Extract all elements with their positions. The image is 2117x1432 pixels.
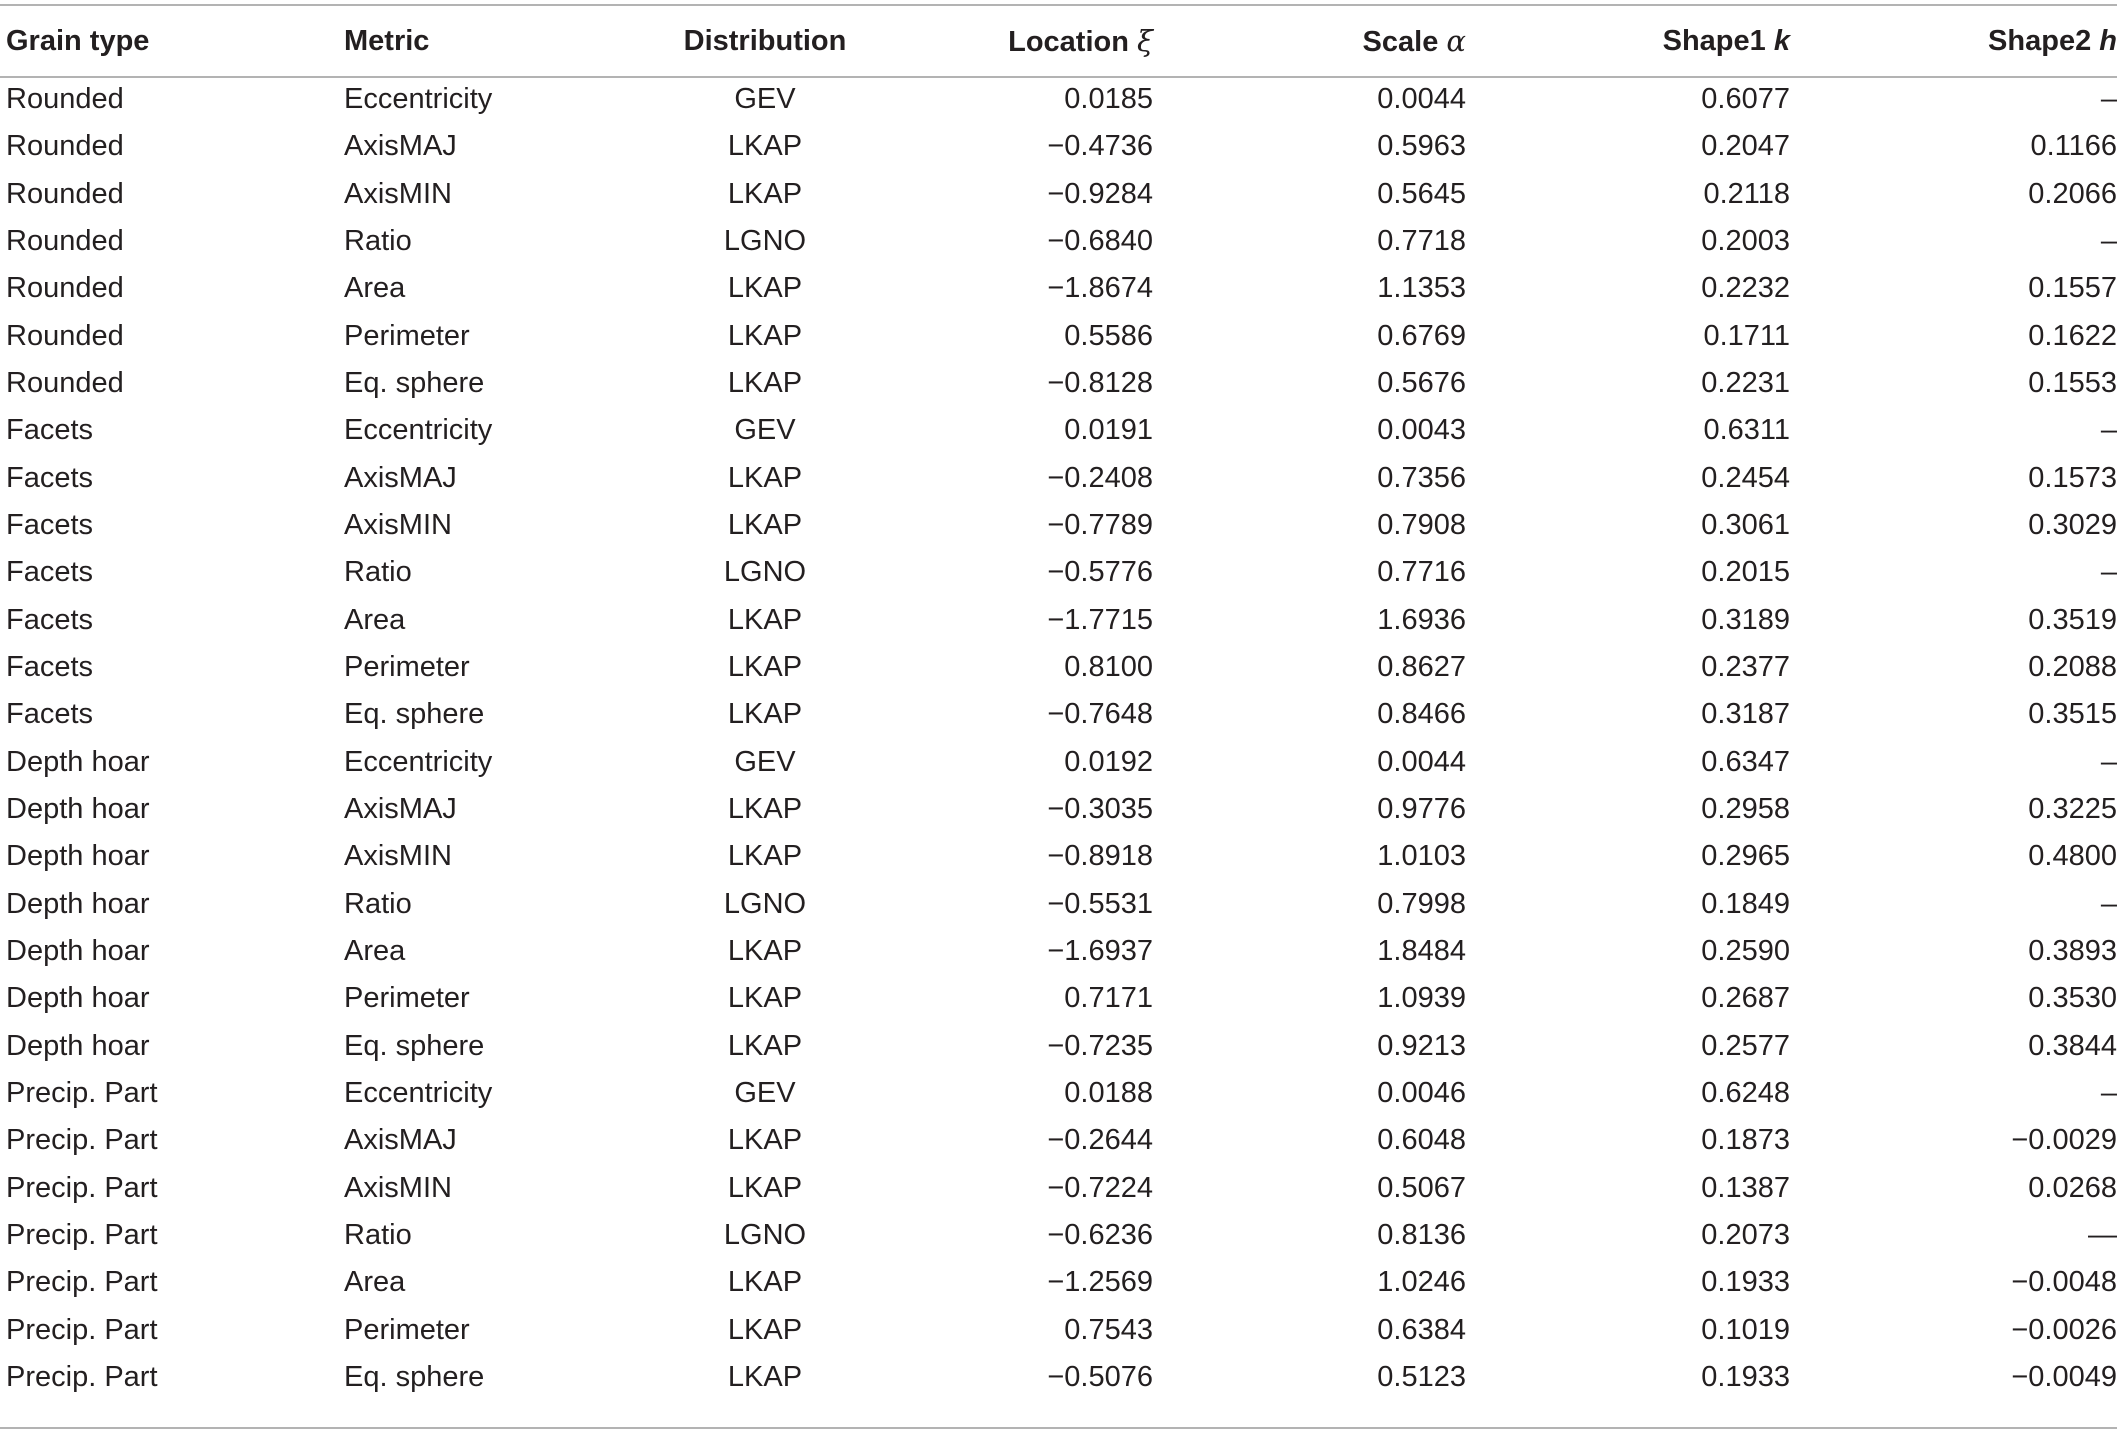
- cell-distribution: LKAP: [727, 367, 803, 400]
- cell-shape1: 0.1873: [1701, 1124, 1790, 1157]
- cell-grain-type: Facets: [6, 698, 94, 731]
- cell-distribution: LKAP: [727, 1029, 803, 1062]
- cell-grain-type: Precip. Part: [6, 1124, 158, 1157]
- cell-metric: Area: [344, 272, 406, 305]
- header-shape1: [1466, 6, 1790, 76]
- cell-grain-type: Depth hoar: [6, 793, 150, 826]
- cell-scale: 0.7908: [1377, 509, 1466, 542]
- cell-shape1: 0.2687: [1701, 982, 1790, 1015]
- cell-scale: 1.6936: [1377, 603, 1466, 636]
- cell-location: −0.5776: [1047, 556, 1153, 589]
- cell-shape1: 0.2118: [1703, 177, 1790, 210]
- cell-scale: 0.7716: [1377, 556, 1466, 589]
- cell-distribution: LKAP: [727, 1124, 803, 1157]
- cell-shape1: 0.6077: [1701, 83, 1790, 116]
- cell-metric: Perimeter: [344, 1313, 470, 1346]
- cell-grain-type: Rounded: [6, 367, 124, 400]
- cell-grain-type: Depth hoar: [6, 887, 150, 920]
- cell-shape2: 0.3530: [2028, 982, 2117, 1015]
- cell-shape1: 0.1387: [1701, 1171, 1790, 1204]
- cell-location: −0.7789: [1047, 509, 1153, 542]
- cell-metric: Area: [344, 1266, 406, 1299]
- header-location-symbol: ξ: [1137, 23, 1153, 58]
- cell-shape1: 0.6347: [1701, 745, 1790, 778]
- cell-shape2: −0.0048: [2011, 1266, 2117, 1299]
- cell-shape1: 0.3189: [1701, 603, 1790, 636]
- table-row: [0, 786, 2117, 833]
- cell-shape1: 0.2231: [1701, 367, 1790, 400]
- distribution-parameters-table: [0, 6, 2117, 1401]
- cell-scale: 0.0044: [1377, 745, 1466, 778]
- cell-distribution: LKAP: [727, 1171, 803, 1204]
- cell-location: −0.4736: [1047, 130, 1153, 163]
- cell-grain-type: Rounded: [6, 130, 124, 163]
- cell-scale: 0.8627: [1377, 651, 1466, 684]
- cell-grain-type: Facets: [6, 651, 94, 684]
- cell-metric: Area: [344, 935, 406, 968]
- cell-distribution: LKAP: [727, 935, 803, 968]
- cell-grain-type: Rounded: [6, 319, 124, 352]
- table-row: [0, 171, 2117, 218]
- table-row: [0, 455, 2117, 502]
- cell-shape1: 0.6311: [1703, 414, 1790, 447]
- table-row: [0, 1070, 2117, 1117]
- cell-scale: 0.6048: [1377, 1124, 1466, 1157]
- header-scale: [1153, 6, 1466, 76]
- cell-scale: 0.6769: [1377, 319, 1466, 352]
- cell-location: −0.7648: [1047, 698, 1153, 731]
- cell-scale: 0.5676: [1377, 367, 1466, 400]
- header-scale-label: Scale: [1362, 25, 1439, 58]
- cell-grain-type: Rounded: [6, 225, 124, 258]
- cell-shape2: –: [2100, 556, 2117, 589]
- table-row: [0, 1212, 2117, 1259]
- cell-shape2: 0.1622: [2028, 319, 2117, 352]
- cell-shape2: 0.1553: [2028, 367, 2117, 400]
- cell-shape2: –: [2100, 745, 2117, 778]
- table-row: [0, 739, 2117, 786]
- cell-grain-type: Precip. Part: [6, 1077, 158, 1110]
- cell-scale: 0.7998: [1377, 887, 1466, 920]
- table-row: [0, 1307, 2117, 1354]
- cell-scale: 0.7718: [1377, 225, 1466, 258]
- cell-grain-type: Facets: [6, 461, 94, 494]
- cell-metric: AxisMIN: [344, 177, 452, 210]
- cell-scale: 0.6384: [1377, 1313, 1466, 1346]
- cell-distribution: LGNO: [723, 556, 807, 589]
- cell-shape1: 0.1019: [1701, 1313, 1790, 1346]
- cell-distribution: GEV: [734, 414, 796, 447]
- cell-metric: Eq. sphere: [344, 1361, 485, 1394]
- cell-distribution: LKAP: [727, 1361, 803, 1394]
- cell-shape1: 0.2015: [1701, 556, 1790, 589]
- cell-metric: Eq. sphere: [344, 698, 485, 731]
- table-row: [0, 360, 2117, 407]
- table-bottom-rule: [0, 1427, 2117, 1429]
- cell-shape2: —: [2088, 1219, 2117, 1252]
- cell-metric: Ratio: [344, 887, 412, 920]
- cell-distribution: GEV: [734, 1077, 796, 1110]
- table-row: [0, 123, 2117, 170]
- cell-distribution: LKAP: [727, 177, 803, 210]
- cell-location: −0.8128: [1047, 367, 1153, 400]
- cell-location: 0.0185: [1064, 83, 1153, 116]
- cell-shape1: 0.2232: [1701, 272, 1790, 305]
- cell-metric: AxisMIN: [344, 1171, 452, 1204]
- table-row: [0, 881, 2117, 928]
- cell-distribution: LKAP: [727, 840, 803, 873]
- cell-distribution: LGNO: [723, 1219, 807, 1252]
- header-location-label: Location: [1008, 25, 1129, 58]
- cell-metric: Eq. sphere: [344, 1029, 485, 1062]
- cell-distribution: LGNO: [723, 887, 807, 920]
- table-row: [0, 407, 2117, 454]
- cell-metric: Eccentricity: [344, 1077, 493, 1110]
- cell-location: 0.7543: [1064, 1313, 1153, 1346]
- table-row: [0, 1259, 2117, 1306]
- table-row: [0, 218, 2117, 265]
- cell-location: −0.2408: [1047, 461, 1153, 494]
- table-row: [0, 265, 2117, 312]
- cell-shape2: −0.0049: [2011, 1361, 2117, 1394]
- cell-scale: 1.1353: [1377, 272, 1466, 305]
- cell-shape1: 0.2377: [1701, 651, 1790, 684]
- header-grain-type: Grain type: [6, 24, 150, 57]
- cell-grain-type: Depth hoar: [6, 745, 150, 778]
- cell-shape2: 0.0268: [2028, 1171, 2117, 1204]
- table-row: [0, 313, 2117, 360]
- cell-grain-type: Precip. Part: [6, 1171, 158, 1204]
- cell-metric: AxisMIN: [344, 509, 452, 542]
- table-row: [0, 1117, 2117, 1164]
- cell-distribution: GEV: [734, 745, 796, 778]
- cell-grain-type: Rounded: [6, 272, 124, 305]
- cell-scale: 0.0043: [1377, 414, 1466, 447]
- cell-location: −1.7715: [1047, 603, 1153, 636]
- cell-scale: 1.0939: [1377, 982, 1466, 1015]
- header-scale-symbol: α: [1446, 23, 1466, 58]
- header-metric: Metric: [344, 24, 430, 57]
- cell-distribution: GEV: [734, 83, 796, 116]
- header-row: [0, 6, 2117, 76]
- cell-location: −0.6236: [1047, 1219, 1153, 1252]
- cell-metric: Perimeter: [344, 319, 470, 352]
- cell-shape1: 0.3187: [1701, 698, 1790, 731]
- cell-grain-type: Depth hoar: [6, 1029, 150, 1062]
- table-row: [0, 549, 2117, 596]
- cell-metric: AxisMIN: [344, 840, 452, 873]
- cell-shape1: 0.6248: [1701, 1077, 1790, 1110]
- table-row: [0, 76, 2117, 123]
- cell-distribution: LKAP: [727, 651, 803, 684]
- cell-shape1: 0.2577: [1701, 1029, 1790, 1062]
- cell-shape2: 0.3844: [2028, 1029, 2117, 1062]
- cell-metric: Ratio: [344, 225, 412, 258]
- cell-grain-type: Precip. Part: [6, 1219, 158, 1252]
- cell-metric: Eq. sphere: [344, 367, 485, 400]
- cell-grain-type: Facets: [6, 509, 94, 542]
- cell-distribution: LKAP: [727, 272, 803, 305]
- cell-location: −0.6840: [1047, 225, 1153, 258]
- cell-shape2: –: [2100, 414, 2117, 447]
- cell-shape2: −0.0029: [2011, 1124, 2117, 1157]
- cell-shape1: 0.2047: [1701, 130, 1790, 163]
- cell-scale: 0.5123: [1377, 1361, 1466, 1394]
- cell-grain-type: Facets: [6, 603, 94, 636]
- cell-shape2: 0.1573: [2028, 461, 2117, 494]
- cell-shape2: 0.3225: [2028, 793, 2117, 826]
- cell-location: −1.2569: [1047, 1266, 1153, 1299]
- cell-metric: Eccentricity: [344, 745, 493, 778]
- cell-grain-type: Facets: [6, 556, 94, 589]
- cell-distribution: LKAP: [727, 603, 803, 636]
- cell-shape2: 0.4800: [2028, 840, 2117, 873]
- cell-shape2: 0.1557: [2028, 272, 2117, 305]
- cell-distribution: LKAP: [727, 1313, 803, 1346]
- cell-metric: AxisMAJ: [344, 1124, 457, 1157]
- header-shape2: [1790, 6, 2117, 76]
- cell-location: 0.0188: [1064, 1077, 1153, 1110]
- cell-scale: 0.5645: [1377, 177, 1466, 210]
- cell-metric: AxisMAJ: [344, 130, 457, 163]
- table-row: [0, 644, 2117, 691]
- cell-scale: 0.5963: [1377, 130, 1466, 163]
- cell-shape2: 0.2088: [2028, 651, 2117, 684]
- cell-shape2: 0.3893: [2028, 935, 2117, 968]
- cell-grain-type: Depth hoar: [6, 982, 150, 1015]
- header-shape1-symbol: k: [1773, 24, 1790, 57]
- cell-shape2: –: [2100, 887, 2117, 920]
- cell-grain-type: Facets: [6, 414, 94, 447]
- cell-shape1: 0.1933: [1701, 1266, 1790, 1299]
- cell-distribution: LKAP: [727, 982, 803, 1015]
- cell-scale: 0.0044: [1377, 83, 1466, 116]
- cell-distribution: LKAP: [727, 793, 803, 826]
- cell-shape2: 0.3029: [2028, 509, 2117, 542]
- cell-location: 0.0191: [1064, 414, 1153, 447]
- cell-shape1: 0.3061: [1701, 509, 1790, 542]
- header-shape1-label: Shape1: [1662, 24, 1766, 57]
- table-row: [0, 502, 2117, 549]
- cell-location: 0.5586: [1064, 319, 1153, 352]
- table-row: [0, 833, 2117, 880]
- cell-shape2: −0.0026: [2011, 1313, 2117, 1346]
- cell-distribution: LGNO: [723, 225, 807, 258]
- cell-metric: Eccentricity: [344, 414, 493, 447]
- cell-scale: 1.8484: [1377, 935, 1466, 968]
- cell-location: −1.8674: [1047, 272, 1153, 305]
- cell-grain-type: Depth hoar: [6, 935, 150, 968]
- table-row: [0, 1354, 2117, 1401]
- cell-metric: Ratio: [344, 1219, 412, 1252]
- cell-shape2: 0.3515: [2028, 698, 2117, 731]
- cell-location: −0.5076: [1047, 1361, 1153, 1394]
- table-row: [0, 597, 2117, 644]
- cell-shape2: 0.3519: [2028, 603, 2117, 636]
- cell-shape2: –: [2100, 225, 2117, 258]
- cell-metric: Perimeter: [344, 651, 470, 684]
- cell-metric: Ratio: [344, 556, 412, 589]
- cell-scale: 0.9776: [1377, 793, 1466, 826]
- cell-distribution: LKAP: [727, 509, 803, 542]
- header-shape2-label: Shape2: [1988, 24, 2092, 57]
- table-body: [0, 76, 2117, 1401]
- cell-scale: 1.0246: [1377, 1266, 1466, 1299]
- table-row: [0, 928, 2117, 975]
- cell-location: 0.7171: [1064, 982, 1153, 1015]
- cell-location: −0.5531: [1047, 887, 1153, 920]
- cell-location: 0.0192: [1064, 745, 1153, 778]
- table-row: [0, 1165, 2117, 1212]
- cell-distribution: LKAP: [727, 130, 803, 163]
- cell-grain-type: Precip. Part: [6, 1266, 158, 1299]
- cell-shape1: 0.2958: [1701, 793, 1790, 826]
- cell-distribution: LKAP: [727, 319, 803, 352]
- cell-location: −0.7224: [1047, 1171, 1153, 1204]
- cell-shape2: 0.2066: [2028, 177, 2117, 210]
- cell-shape1: 0.2590: [1701, 935, 1790, 968]
- header-location: [920, 6, 1153, 76]
- cell-grain-type: Depth hoar: [6, 840, 150, 873]
- cell-location: −0.9284: [1047, 177, 1153, 210]
- cell-shape2: –: [2100, 83, 2117, 116]
- cell-location: −1.6937: [1047, 935, 1153, 968]
- cell-shape2: 0.1166: [2030, 130, 2117, 163]
- cell-shape1: 0.1711: [1703, 319, 1790, 352]
- cell-distribution: LKAP: [727, 1266, 803, 1299]
- cell-grain-type: Precip. Part: [6, 1313, 158, 1346]
- cell-grain-type: Rounded: [6, 83, 124, 116]
- cell-metric: AxisMAJ: [344, 793, 457, 826]
- cell-scale: 0.0046: [1377, 1077, 1466, 1110]
- cell-shape1: 0.2454: [1701, 461, 1790, 494]
- cell-scale: 0.7356: [1377, 461, 1466, 494]
- cell-location: −0.2644: [1047, 1124, 1153, 1157]
- cell-metric: Perimeter: [344, 982, 470, 1015]
- table-row: [0, 691, 2117, 738]
- cell-scale: 0.8466: [1377, 698, 1466, 731]
- cell-distribution: LKAP: [727, 698, 803, 731]
- header-distribution: Distribution: [683, 24, 847, 57]
- table-row: [0, 975, 2117, 1022]
- cell-scale: 0.8136: [1377, 1219, 1466, 1252]
- cell-shape1: 0.2073: [1701, 1219, 1790, 1252]
- cell-metric: Area: [344, 603, 406, 636]
- header-shape2-symbol: h: [2099, 24, 2117, 57]
- cell-location: −0.3035: [1047, 793, 1153, 826]
- cell-metric: Eccentricity: [344, 83, 493, 116]
- cell-shape1: 0.2965: [1701, 840, 1790, 873]
- cell-shape2: –: [2100, 1077, 2117, 1110]
- cell-scale: 0.9213: [1377, 1029, 1466, 1062]
- cell-location: 0.8100: [1064, 651, 1153, 684]
- cell-shape1: 0.1849: [1701, 887, 1790, 920]
- cell-shape1: 0.1933: [1701, 1361, 1790, 1394]
- table-header: [0, 6, 2117, 76]
- cell-distribution: LKAP: [727, 461, 803, 494]
- cell-grain-type: Precip. Part: [6, 1361, 158, 1394]
- cell-scale: 1.0103: [1377, 840, 1466, 873]
- cell-shape1: 0.2003: [1701, 225, 1790, 258]
- cell-location: −0.8918: [1047, 840, 1153, 873]
- cell-location: −0.7235: [1047, 1029, 1153, 1062]
- cell-metric: AxisMAJ: [344, 461, 457, 494]
- table-row: [0, 1023, 2117, 1070]
- cell-grain-type: Rounded: [6, 177, 124, 210]
- cell-scale: 0.5067: [1377, 1171, 1466, 1204]
